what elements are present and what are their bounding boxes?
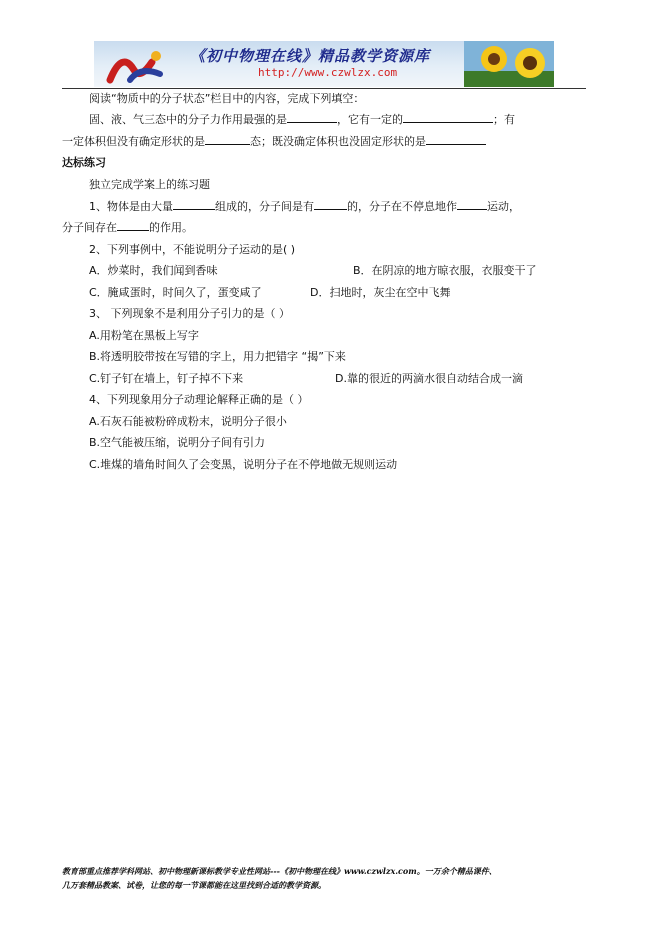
blank-strongest[interactable] (287, 111, 337, 123)
question-3-option-c: C.钉子钉在墙上，钉子掉不下来 (89, 372, 244, 385)
section-subheading: 独立完成学案上的练习题 (89, 178, 210, 191)
page-footer (62, 864, 602, 892)
blank-gas[interactable] (426, 133, 486, 145)
question-4-option-a: A.石灰石能被粉碎成粉末，说明分子很小 (89, 415, 287, 428)
blank-q1-2[interactable] (314, 198, 347, 210)
question-2-option-d: D．扫地时，灰尘在空中飞舞 (310, 286, 451, 299)
question-1-line-1: 1、物体是由大量 组成的，分子间是有 的，分子在不停息地作 运动， (89, 200, 520, 213)
blank-q1-3[interactable] (457, 198, 487, 210)
section-heading: 达标练习 (62, 156, 106, 169)
footer-line-1: 教育部重点推荐学科网站、初中物理新课标教学专业性网站---《初中物理在线》www.czwlzx.com。一万余个精品课件、 (62, 866, 497, 876)
banner-title: 《初中物理在线》精品教学资源库 (190, 47, 431, 65)
question-4-stem: 4、下列现象用分子动理论解释正确的是（ ） (89, 393, 309, 406)
banner-url: http://www.czwlzx.com (258, 66, 398, 79)
header-divider (62, 88, 586, 89)
sunflower-icon (464, 41, 554, 87)
question-4-option-c: C.堆煤的墙角时间久了会变黑，说明分子在不停地做无规则运动 (89, 458, 398, 471)
intro-line-1: 固、液、气三态中的分子力作用最强的是 ，它有一定的 ；有 (89, 113, 515, 126)
question-2-option-a: A．炒菜时，我们闻到香味 (89, 264, 218, 277)
question-3-stem: 3、 下列现象不是利用分子引力的是（ ） (89, 307, 290, 320)
footer-line-2: 几万套精品教案、试卷，让您的每一节课都能在这里找到合适的教学资源。 (62, 880, 326, 890)
question-2-option-b: B．在阴凉的地方晾衣服，衣服变干了 (353, 264, 537, 277)
question-4-option-b: B.空气能被压缩，说明分子间有引力 (89, 436, 266, 449)
question-3-option-a: A.用粉笔在黑板上写字 (89, 329, 199, 342)
site-logo-icon (100, 44, 170, 84)
intro-line-2: 一定体积但没有确定形状的是 态；既没确定体积也没固定形状的是 (62, 133, 486, 149)
header-banner (94, 41, 554, 87)
question-2-option-c: C．腌咸蛋时，时间久了，蛋变咸了 (89, 286, 262, 299)
intro-instruction: 阅读“物质中的分子状态”栏目中的内容，完成下列填空： (89, 92, 365, 105)
question-2-stem: 2、下列事例中，不能说明分子运动的是( ) (89, 243, 296, 256)
question-1-line-2: 分子间存在 的作用。 (62, 221, 193, 234)
question-3-option-b: B.将透明胶带按在写错的字上，用力把错字 “揭”下来 (89, 350, 346, 363)
blank-liquid[interactable] (205, 133, 250, 145)
blank-q1-1[interactable] (173, 198, 215, 210)
blank-q1-4[interactable] (117, 219, 149, 231)
question-3-option-d: D.靠的很近的两滴水很自动结合成一滴 (335, 372, 523, 385)
blank-fixed[interactable] (403, 111, 493, 123)
